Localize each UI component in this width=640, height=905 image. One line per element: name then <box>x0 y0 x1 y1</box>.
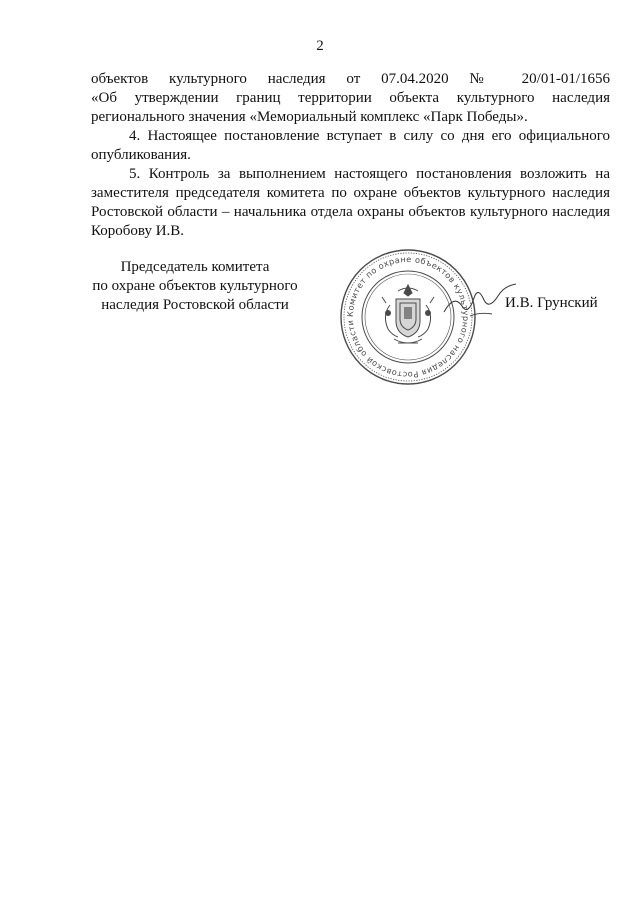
document-body <box>91 70 610 241</box>
position-line-1: Председатель комитета <box>120 259 270 275</box>
continuation-paragraph: «Об утверждении границ территории объекта культурного наследия регионального значения «Мемориальный комплекс «Парк Победы». <box>91 90 610 125</box>
paragraph-4: 4. Настоящее постановление вступает в силу со дня его официального опубликования. <box>91 128 610 163</box>
continuation-line-1: объектов культурного наследия от 07.04.2020 № 20/01-01/1656 <box>91 71 610 87</box>
position-line-2: по охране объектов культурного <box>92 278 298 294</box>
paragraph-5: 5. Контроль за выполнением настоящего постановления возложить на заместителя председателя комитета по охране объектов культурного наследия Ростовской области – начальника отдела охраны объектов культурного наследия Коробову И.В. <box>91 166 610 239</box>
signatory-position <box>60 258 330 315</box>
signer-name: И.В. Грунский <box>505 295 598 311</box>
page-number: 2 <box>316 38 324 54</box>
position-line-3: наследия Ростовской области <box>101 297 289 313</box>
seal-text: Комитет по охране объектов культурного наследия Ростовской области <box>344 253 472 381</box>
